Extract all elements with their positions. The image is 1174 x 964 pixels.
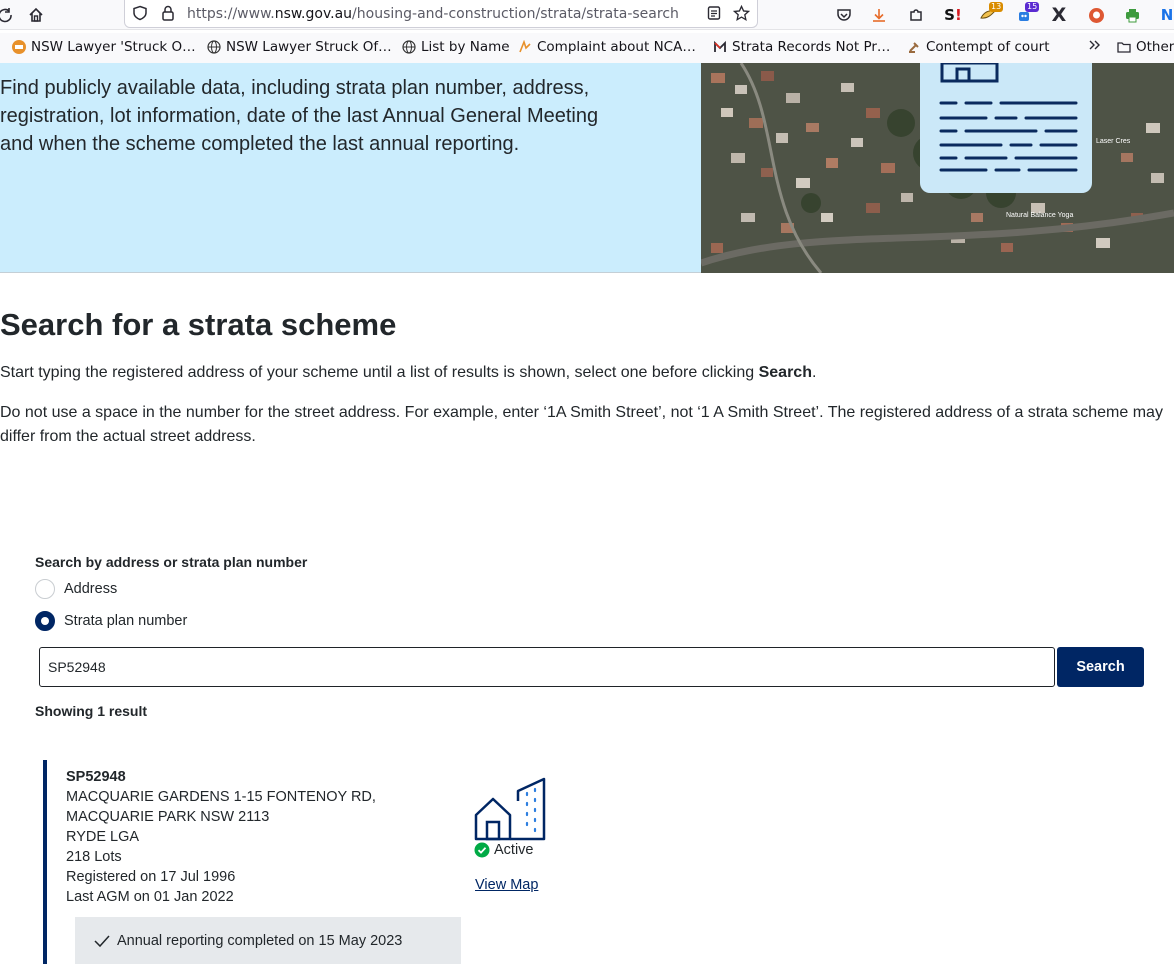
extension-robot-icon[interactable]: 15 [1013, 4, 1035, 26]
doc-icon [518, 40, 532, 54]
hero-banner [0, 63, 701, 273]
address-bar[interactable] [124, 0, 758, 28]
active-check-icon [474, 842, 490, 858]
bookmark-item[interactable]: NSW Lawyer Struck Of… [207, 39, 392, 55]
hero-description: Find publicly available data, including strata plan number, address, registration, lot information, date of the last Annual General Meeting and when the scheme completed the last annual reporting. [0, 77, 599, 155]
other-bookmarks-folder[interactable]: Other [1117, 39, 1174, 55]
result-registered: Registered on 17 Jul 1996 [66, 869, 236, 885]
result-lga: RYDE LGA [66, 829, 140, 845]
search-intro: Start typing the registered address of your scheme until a list of results is shown, select one before clicking Search. [0, 364, 817, 381]
bookmark-item[interactable]: Strata Records Not Pr… [713, 39, 890, 55]
checkmark-icon [93, 934, 111, 948]
radio-address-label: Address [64, 581, 118, 597]
print-icon[interactable] [1121, 4, 1143, 26]
sl-extension-icon[interactable]: S ! [944, 6, 962, 24]
view-map-link[interactable]: View Map [475, 877, 539, 893]
lock-icon[interactable] [157, 2, 179, 24]
bookmark-item[interactable]: Complaint about NCA… [518, 39, 696, 55]
radio-strata-plan-label: Strata plan number [64, 613, 188, 629]
folder-icon [1117, 40, 1131, 54]
home-icon[interactable] [25, 4, 47, 26]
address-note: Do not use a space in the number for the street address. For example, enter ‘1A Smith Street’, not ‘1 A Smith Street’. The registered address of a strata scheme may differ from the actual street address. [0, 404, 1163, 445]
result-plan-number: SP52948 [66, 769, 126, 785]
bookmark-item[interactable]: NSW Lawyer 'Struck O… [12, 39, 196, 55]
extension-with-badge-icon[interactable]: 13 [977, 4, 999, 26]
results-count: Showing 1 result [35, 703, 148, 719]
status-badge [474, 842, 534, 858]
mail-icon [713, 40, 727, 54]
document-illustration [920, 63, 1092, 193]
browser-toolbar [0, 0, 1174, 30]
duckduckgo-icon[interactable] [1085, 4, 1107, 26]
radio-address[interactable] [35, 579, 117, 599]
radio-strata-plan-button[interactable] [35, 611, 55, 631]
news-icon [12, 40, 26, 54]
building-icon [474, 777, 546, 841]
pocket-icon[interactable] [833, 4, 855, 26]
extensions-puzzle-icon[interactable] [905, 4, 927, 26]
x-extension-icon[interactable]: X [1051, 4, 1067, 26]
law-icon [907, 40, 921, 54]
bookmark-star-icon[interactable] [730, 2, 752, 24]
map-label: Laser Cres [1096, 138, 1131, 145]
reader-view-icon[interactable] [703, 2, 725, 24]
bookmark-item[interactable]: List by Name [402, 39, 510, 55]
annual-reporting-text: Annual reporting completed on 15 May 2023 [117, 932, 403, 949]
search-by-label: Search by address or strata plan number [35, 554, 308, 570]
strata-search-input[interactable] [39, 647, 1055, 687]
search-button[interactable]: Search [1057, 647, 1144, 687]
more-bookmarks-chevron-icon[interactable] [1088, 39, 1102, 51]
result-lots: 218 Lots [66, 849, 122, 865]
reload-icon[interactable] [0, 4, 16, 26]
annual-reporting-banner [75, 917, 461, 964]
status-text: Active [494, 842, 534, 858]
globe-icon [207, 40, 221, 54]
overflow-extension-icon[interactable]: N [1160, 6, 1174, 24]
bookmark-item[interactable]: Contempt of court [907, 39, 1050, 55]
radio-strata-plan[interactable] [35, 611, 187, 631]
result-address: MACQUARIE GARDENS 1-15 FONTENOY RD, MACQUARIE PARK NSW 2113 [66, 789, 376, 825]
radio-address-button[interactable] [35, 579, 55, 599]
globe-icon [402, 40, 416, 54]
page-title: Search for a strata scheme [0, 307, 397, 342]
result-last-agm: Last AGM on 01 Jan 2022 [66, 889, 234, 905]
tracking-shield-icon[interactable] [129, 2, 151, 24]
bookmarks-bar [0, 33, 1174, 63]
url-text[interactable]: https://www.nsw.gov.au/housing-and-construction/strata/strata-search [187, 6, 679, 22]
hero-map-image [701, 63, 1174, 273]
download-icon[interactable] [868, 4, 890, 26]
map-label: Natural Balance Yoga [1006, 212, 1074, 219]
